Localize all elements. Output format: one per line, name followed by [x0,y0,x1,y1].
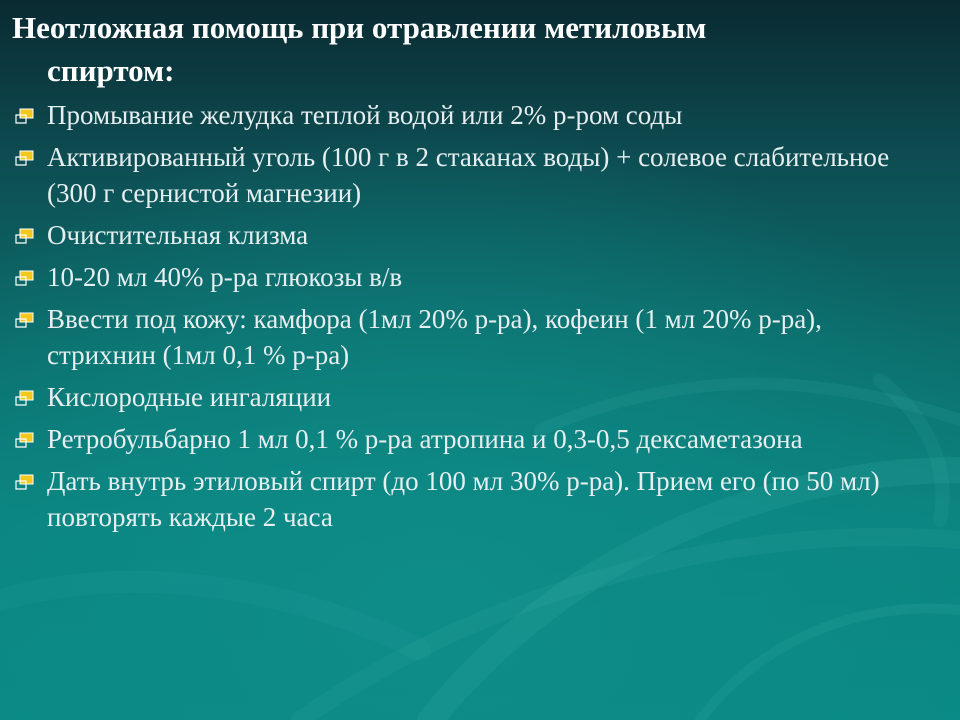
bullet-text: Ввести под кожу: камфора (1мл 20% р-ра), кофеин (1 мл 20% р-ра), стрихнин (1мл 0,1 % р-ра) [47,304,822,370]
bullet-text: Активированный уголь (100 г в 2 стаканах воды) + солевое слабительное (300 г сернистой магнезии) [47,142,890,208]
slide-title-line-1: Неотложная помощь при отравлении метиловым [12,10,707,45]
folder-icon [14,108,34,124]
list-item [14,379,934,415]
folder-icon [14,474,34,490]
folder-icon [14,150,34,166]
bullet-text: Ретробульбарно 1 мл 0,1 % р-ра атропина и 0,3-0,5 дексаметазона [47,424,803,454]
list-item [14,259,934,295]
slide-title-line-2: спиртом: [47,53,175,88]
bullet-list [14,97,934,541]
folder-icon [14,228,34,244]
list-item [14,139,934,211]
folder-icon [14,390,34,406]
folder-icon [14,270,34,286]
list-item [14,301,934,373]
bullet-text: Очистительная клизма [47,220,309,250]
list-item [14,463,934,535]
list-item [14,217,934,253]
slide-title [12,6,942,92]
list-item [14,421,934,457]
bullet-text: Промывание желудка теплой водой или 2% р-ром соды [47,100,683,130]
folder-icon [14,312,34,328]
list-item [14,97,934,133]
bullet-text: Дать внутрь этиловый спирт (до 100 мл 30% р-ра). Прием его (по 50 мл) повторять каждые 2 часа [47,466,880,532]
bullet-text: 10-20 мл 40% р-ра глюкозы в/в [47,262,403,292]
bullet-text: Кислородные ингаляции [47,382,332,412]
folder-icon [14,432,34,448]
